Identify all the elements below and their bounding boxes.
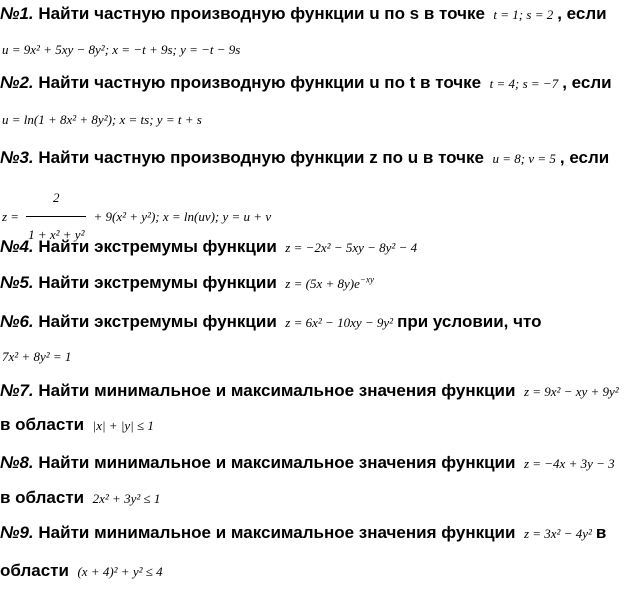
fraction-denominator: 1 + x² + y²	[28, 227, 85, 242]
problem-point: t = 1; s = 2	[493, 7, 554, 22]
problem-task: Найти минимальное и максимальное значения функции	[38, 523, 516, 542]
problem-task: Найти частную производную функции z по u в точке	[38, 148, 484, 167]
fraction-numerator: 2	[26, 180, 86, 217]
problem-number: №6.	[0, 312, 34, 331]
problem-task: Найти частную производную функции u по s в точке	[38, 4, 485, 23]
problem-suffix: , если	[557, 4, 607, 23]
formula-rest: + 9(x² + y²); x = ln(uv); y = u + v	[93, 208, 272, 224]
problem-7-region	[0, 414, 158, 436]
problem-suffix: в	[595, 523, 607, 542]
problem-2-statement	[0, 72, 612, 94]
problem-suffix: , если	[559, 148, 610, 167]
formula: z = 9x² − xy + 9y²	[523, 384, 619, 399]
problem-1-formula	[0, 38, 244, 60]
formula: u = ln(1 + 8x² + 8y²); x = ts; y = t + s	[2, 112, 202, 127]
problem-5-statement	[0, 272, 378, 294]
problem-number: №1.	[0, 4, 34, 23]
problem-task: Найти экстремумы функции	[38, 237, 277, 256]
region-label: в области	[0, 415, 85, 434]
region-label: в области	[0, 488, 85, 507]
problem-number: №4.	[0, 237, 34, 256]
region: 2x² + 3y² ≤ 1	[92, 491, 161, 506]
problem-number: №5.	[0, 273, 34, 292]
problem-task: Найти минимальное и максимальное значения функции	[38, 453, 516, 472]
problem-7-statement	[0, 380, 623, 402]
problem-task: Найти экстремумы функции	[38, 273, 277, 292]
formula-prefix: z =	[2, 208, 20, 224]
problem-6-statement	[0, 311, 542, 333]
formula: z = −4x + 3y − 3	[523, 456, 615, 471]
problem-number: №9.	[0, 523, 34, 542]
condition: 7x² + 8y² = 1	[2, 349, 72, 364]
formula-base: z = (5x + 8y)e	[285, 276, 360, 291]
formula-exponent: −xy	[359, 274, 374, 285]
problem-3-statement	[0, 147, 609, 169]
problem-task: Найти частную производную функции u по t в точке	[38, 73, 482, 92]
problem-point: u = 8; v = 5	[492, 151, 556, 166]
problem-1-statement	[0, 3, 607, 25]
problem-number: №8.	[0, 453, 34, 472]
formula: z = −2x² − 5xy − 8y² − 4	[285, 240, 418, 255]
problem-8-region	[0, 487, 164, 509]
region: (x + 4)² + y² ≤ 4	[77, 564, 163, 579]
formula: z = 3x² − 4y²	[523, 526, 592, 541]
problem-suffix: , если	[562, 73, 612, 92]
formula: z = 6x² − 10xy − 9y²	[285, 315, 394, 330]
problem-8-statement	[0, 452, 619, 474]
formula: u = 9x² + 5xy − 8y²; x = −t + 9s; y = −t − 9s	[2, 42, 241, 57]
formula	[285, 276, 374, 291]
problem-suffix: при условии, что	[397, 312, 542, 331]
problem-9-statement	[0, 522, 606, 544]
problem-number: №2.	[0, 73, 34, 92]
region-label: области	[0, 561, 69, 580]
problem-task: Найти минимальное и максимальное значения функции	[38, 381, 516, 400]
problem-4-statement	[0, 236, 421, 258]
problem-point: t = 4; s = −7	[489, 76, 559, 91]
problem-2-formula	[0, 108, 206, 130]
problem-6-condition	[0, 345, 75, 367]
problem-9-region	[0, 560, 167, 582]
region: |x| + |y| ≤ 1	[92, 418, 154, 433]
problem-number: №3.	[0, 148, 34, 167]
problem-task: Найти экстремумы функции	[38, 312, 277, 331]
problem-number: №7.	[0, 381, 34, 400]
